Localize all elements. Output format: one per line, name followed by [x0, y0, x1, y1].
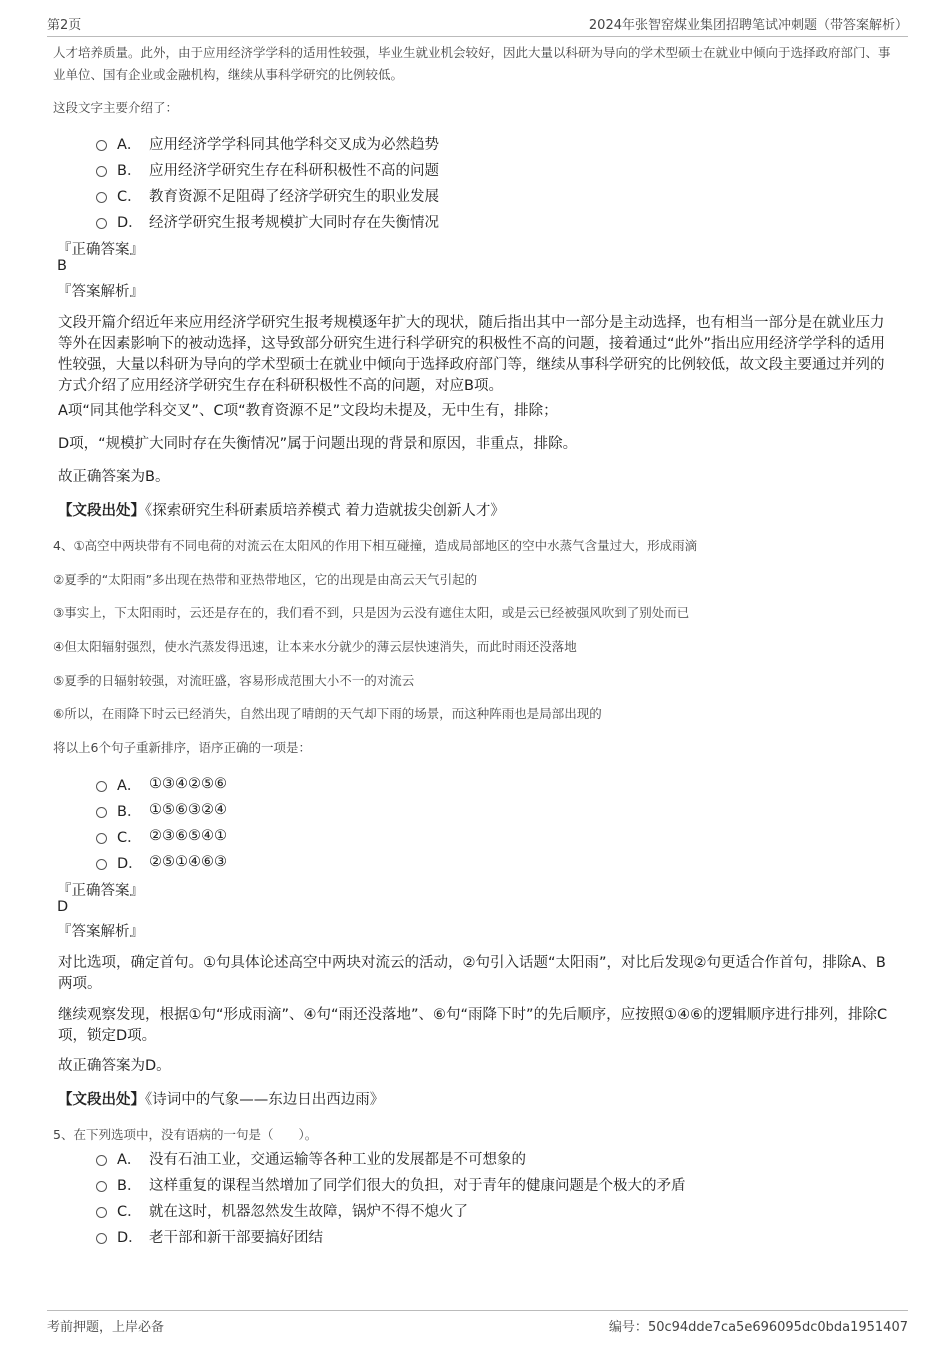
- radio-icon[interactable]: [96, 859, 107, 870]
- radio-icon[interactable]: [96, 833, 107, 844]
- radio-icon[interactable]: [96, 807, 107, 818]
- option-d[interactable]: D． 老干部和新干部要搞好团结: [96, 1225, 323, 1247]
- analysis-paragraph: 继续观察发现，根据①句“形成雨滴”、④句“雨还没落地”、⑥句“雨降下时”的先后顺序，应按照①④⑥的逻辑顺序进行排列，排除C项，锁定D项。: [58, 1007, 888, 1044]
- analysis-paragraph: 故正确答案为B。: [58, 469, 170, 485]
- page-footer: [47, 1310, 908, 1336]
- option-a[interactable]: A． ①③④②⑤⑥: [96, 773, 227, 795]
- radio-icon[interactable]: [96, 1233, 107, 1244]
- radio-icon[interactable]: [96, 140, 107, 151]
- source-tag: 【文段出处】: [58, 1092, 145, 1108]
- radio-icon[interactable]: [96, 1207, 107, 1218]
- question-5-stem: 5、在下列选项中，没有语病的一句是（ ）。: [53, 1127, 318, 1142]
- source-title: 《探索研究生科研素质培养模式 着力造就拔尖创新人才》: [145, 503, 505, 519]
- source-title: 《诗词中的气象——东边日出西边雨》: [145, 1092, 385, 1108]
- source-tag: 【文段出处】: [58, 503, 145, 519]
- analysis-paragraph: D项，“规模扩大同时存在失衡情况”属于问题出现的背景和原因，非重点，排除。: [58, 436, 578, 452]
- option-a[interactable]: A． 没有石油工业，交通运输等各种工业的发展都是不可想象的: [96, 1147, 526, 1169]
- source-line: [58, 501, 888, 522]
- sentence-2: ②夏季的“太阳雨”多出现在热带和亚热带地区，它的出现是由高云天气引起的: [53, 572, 478, 587]
- radio-icon[interactable]: [96, 192, 107, 203]
- analysis-paragraph: 故正确答案为D。: [58, 1058, 171, 1074]
- document-title: 2024年张智窑煤业集团招聘笔试冲刺题（带答案解析）: [588, 18, 908, 33]
- option-b[interactable]: B． 应用经济学研究生存在科研积极性不高的问题: [96, 158, 439, 180]
- option-b[interactable]: B． 这样重复的课程当然增加了同学们很大的负担，对于青年的健康问题是个极大的矛盾: [96, 1173, 686, 1195]
- sentence-3: ③事实上，下太阳雨时，云还是存在的，我们看不到，只是因为云没有遮住太阳，或是云已经被强风吹到了别处而已: [53, 605, 690, 620]
- answer-label: 『正确答案』: [57, 242, 144, 258]
- radio-icon[interactable]: [96, 1155, 107, 1166]
- answer-value: B: [57, 258, 67, 274]
- analysis-paragraph: 文段开篇介绍近年来应用经济学研究生报考规模逐年扩大的现状，随后指出其中一部分是主动选择，也有相当一部分是在就业压力等外在因素影响下的被动选择，这导致部分研究生进行科学研究的积极性不高的问题，接着通过“此外”指出应用经济学学科的适用性较强，大量以科研为导向的学术型硕士在就业中倾向于选择政府部门等，继续从事科学研究的比例较低，故文段主要通过并列的方式介绍了应用经济学研究生存在科研积极性不高的问题，对应B项。: [58, 315, 886, 394]
- question-3-stem: 人才培养质量。此外，由于应用经济学学科的适用性较强，毕业生就业机会较好，因此大量以科研为导向的学术型硕士在就业中倾向于选择政府部门、事业单位、国有企业或金融机构，继续从事科学研究的比例较低。: [53, 45, 891, 82]
- question-3-prompt: 这段文字主要介绍了：: [53, 100, 179, 115]
- radio-icon[interactable]: [96, 166, 107, 177]
- page-number: 第2页: [47, 18, 82, 33]
- option-c[interactable]: C． 教育资源不足阻碍了经济学研究生的职业发展: [96, 184, 439, 206]
- radio-icon[interactable]: [96, 781, 107, 792]
- option-d[interactable]: D． 经济学研究生报考规模扩大同时存在失衡情况: [96, 210, 439, 232]
- option-d[interactable]: D． ②⑤①④⑥③: [96, 851, 227, 873]
- radio-icon[interactable]: [96, 1181, 107, 1192]
- footer-slogan: 考前押题，上岸必备: [47, 1320, 165, 1335]
- option-c[interactable]: C． 就在这时，机器忽然发生故障，锅炉不得不熄火了: [96, 1199, 468, 1221]
- option-c[interactable]: C． ②③⑥⑤④①: [96, 825, 227, 847]
- radio-icon[interactable]: [96, 218, 107, 229]
- analysis-paragraph: 对比选项，确定首句。①句具体论述高空中两块对流云的活动，②句引入话题“太阳雨”，对比后发现②句更适合作首句，排除A、B两项。: [58, 955, 886, 992]
- document-code: 编号：50c94dde7ca5e696095dc0bda1951407: [608, 1320, 908, 1335]
- sentence-4: ④但太阳辐射强烈，使水汽蒸发得迅速，让本来水分就少的薄云层快速消失，而此时雨还没落地: [53, 639, 577, 654]
- sentence-1: 4、①高空中两块带有不同电荷的对流云在太阳风的作用下相互碰撞，造成局部地区的空中水蒸气含量过大，形成雨滴: [53, 538, 698, 553]
- sentence-5: ⑤夏季的日辐射较强，对流旺盛，容易形成范围大小不一的对流云: [53, 673, 415, 688]
- option-b[interactable]: B． ①⑤⑥③②④: [96, 799, 227, 821]
- source-line: [58, 1090, 888, 1111]
- analysis-label: 『答案解析』: [57, 284, 144, 300]
- answer-value: D: [57, 899, 69, 915]
- analysis-paragraph: A项“同其他学科交叉”、C项“教育资源不足”文段均未提及，无中生有，排除；: [58, 403, 558, 419]
- sentence-6: ⑥所以，在雨降下时云已经消失，自然出现了晴朗的天气却下雨的场景，而这种阵雨也是局部出现的: [53, 706, 602, 721]
- question-4-prompt: 将以上6个句子重新排序，语序正确的一项是：: [53, 740, 311, 755]
- analysis-label: 『答案解析』: [57, 924, 144, 940]
- page-header: [47, 14, 908, 37]
- option-a[interactable]: A． 应用经济学学科同其他学科交叉成为必然趋势: [96, 132, 439, 154]
- answer-label: 『正确答案』: [57, 883, 144, 899]
